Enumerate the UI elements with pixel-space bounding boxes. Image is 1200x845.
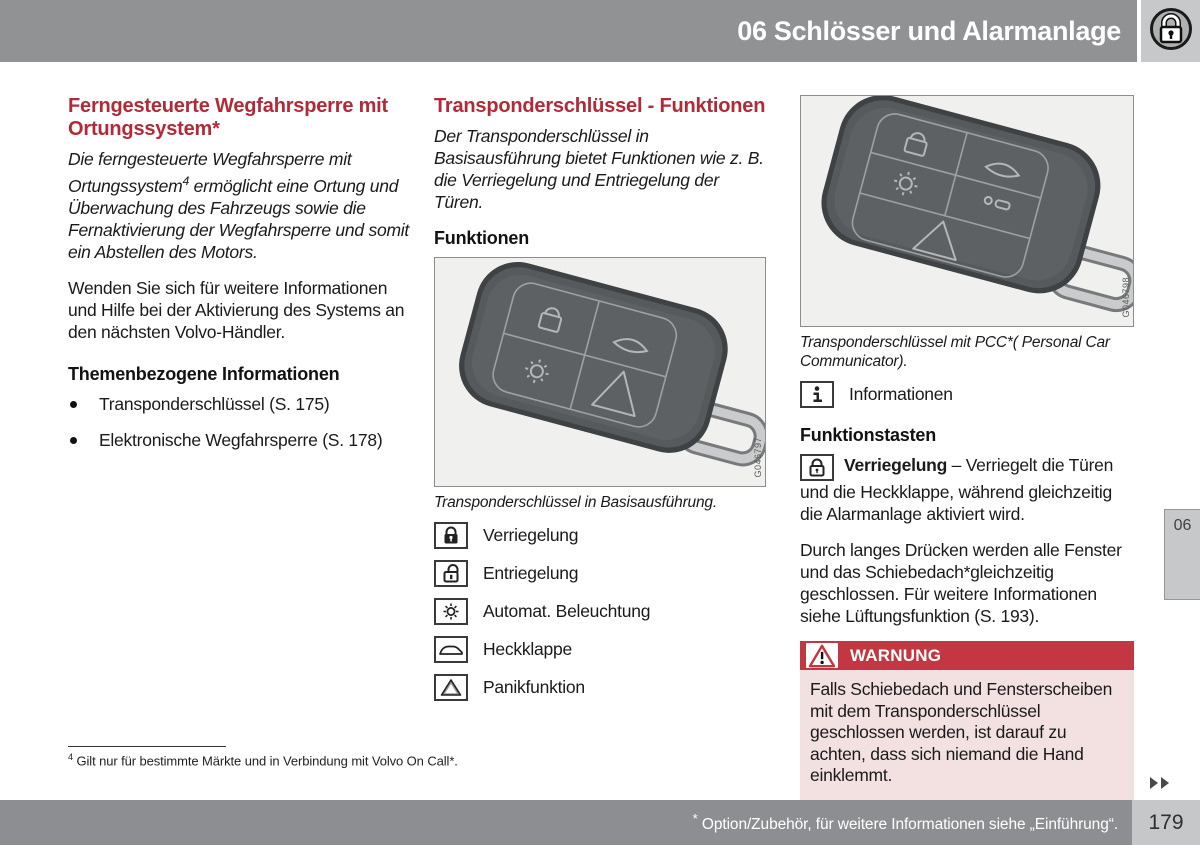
- function-keys-heading: Funktionstasten: [800, 425, 937, 445]
- footer-bar: [0, 800, 1132, 845]
- key-functions-intro: Der Transponderschlüssel in Basisausführung bietet Funktionen wie z. B. die Verriegelung und Entriegelung der Türen.: [434, 126, 764, 212]
- function-row-unlock: [434, 560, 770, 587]
- warning-header: [800, 641, 1134, 670]
- keyfob-pcc-caption: Transponderschlüssel mit PCC*( Personal Car Communicator).: [800, 334, 1110, 370]
- panic-icon: [434, 674, 468, 701]
- function-label: Informationen: [849, 384, 953, 404]
- column-right: [800, 95, 1134, 803]
- warning-text: Falls Schiebedach und Fensterscheiben mit dem Transponderschlüssel geschlossen werden, ist darauf zu achten, dass sich niemand die Hand einklemmt.: [800, 670, 1134, 803]
- keyfob-basic-illustration: [435, 473, 765, 490]
- lock-function-paragraph: Verriegelung – Verriegelt die Türen und die Heckklappe, während gleichzeitig die Alarmanlage aktiviert wird.: [800, 455, 1114, 524]
- function-label: Entriegelung: [483, 563, 579, 583]
- lock-closed-outline-icon: [800, 454, 834, 481]
- figure-code: G046798: [1121, 277, 1131, 318]
- keyfob-pcc-illustration: [801, 313, 1133, 330]
- cross-reference-link[interactable]: Elektronische Wegfahrsperre (S. 178): [99, 429, 383, 450]
- immobilizer-paragraph: Wenden Sie sich für weitere Informationen und Hilfe bei der Aktivierung des Systems an den nächsten Volvo-Händler.: [68, 277, 405, 342]
- footnote-divider: [68, 746, 226, 747]
- list-item: [68, 393, 420, 415]
- function-label: Panikfunktion: [483, 677, 585, 697]
- function-label: Verriegelung: [483, 525, 579, 545]
- warning-box: [800, 641, 1134, 803]
- warning-title: WARNUNG: [850, 645, 942, 665]
- related-info-heading: Themenbezogene Informationen: [68, 363, 340, 384]
- chapter-title: 06 Schlösser und Alarmanlage: [737, 15, 1121, 46]
- keyfob-basic-caption: Transponderschlüssel in Basisausführung.: [434, 494, 717, 511]
- column-left: [68, 95, 420, 465]
- functions-heading: Funktionen: [434, 228, 529, 248]
- lock-open-icon: [434, 560, 468, 587]
- function-row-tailgate: [434, 636, 770, 663]
- padlock-icon: [1148, 6, 1194, 57]
- bullet-icon: [70, 401, 77, 408]
- footnote-ref: 4: [182, 174, 190, 188]
- list-item: [68, 429, 420, 451]
- keyfob-pcc-figure: [800, 95, 1134, 327]
- function-label: Automat. Beleuchtung: [483, 601, 651, 621]
- page-number: 179: [1132, 800, 1200, 845]
- function-row-light: [434, 598, 770, 625]
- next-page-chevrons-icon[interactable]: [1148, 776, 1180, 795]
- section-heading-key-functions: Transponderschlüssel - Funktionen: [434, 95, 766, 117]
- warning-triangle-icon: [806, 643, 838, 668]
- function-row-lock: [434, 522, 770, 549]
- bullet-icon: [70, 437, 77, 444]
- info-icon: [800, 381, 834, 408]
- section-heading-immobilizer: Ferngesteuerte Wegfahrsperre mit Ortungssystem*: [68, 95, 388, 140]
- related-info-list: [68, 393, 420, 451]
- lock-closed-icon: [434, 522, 468, 549]
- long-press-paragraph: Durch langes Drücken werden alle Fenster und das Schiebedach*gleichzeitig geschlossen. Für weitere Informationen siehe Lüftungsfunktion (S. 193).: [800, 540, 1122, 626]
- chapter-icon-box: [1141, 0, 1200, 62]
- option-note: * Option/Zubehör, für weitere Informationen siehe „Einführung“.: [692, 810, 1118, 834]
- chapter-side-tab[interactable]: 06: [1164, 509, 1200, 600]
- column-middle: [434, 95, 770, 712]
- function-row-panic: [434, 674, 770, 701]
- figure-code: G046797: [753, 437, 763, 478]
- cross-reference-link[interactable]: Transponderschlüssel (S. 175): [99, 393, 330, 414]
- footnote: $^4$ Gilt nur für bestimmte Märkte und in Verbindung mit Volvo On Call*.: [68, 752, 458, 769]
- function-row-information: [800, 381, 1134, 408]
- tailgate-icon: [434, 636, 468, 663]
- immobilizer-intro: Die ferngesteuerte Wegfahrsperre mit Ortungssystem$^4$ ermöglicht eine Ortung und Überwachung des Fahrzeugs sowie die Fernaktivierung der Wegfahrsperre und somit ein Abstellen des Motors.: [68, 149, 410, 262]
- function-label: Heckklappe: [483, 639, 572, 659]
- auto-light-icon: [434, 598, 468, 625]
- chapter-header-bar: [0, 0, 1137, 62]
- lock-function-term: Verriegelung: [844, 455, 948, 475]
- keyfob-basic-figure: [434, 257, 766, 487]
